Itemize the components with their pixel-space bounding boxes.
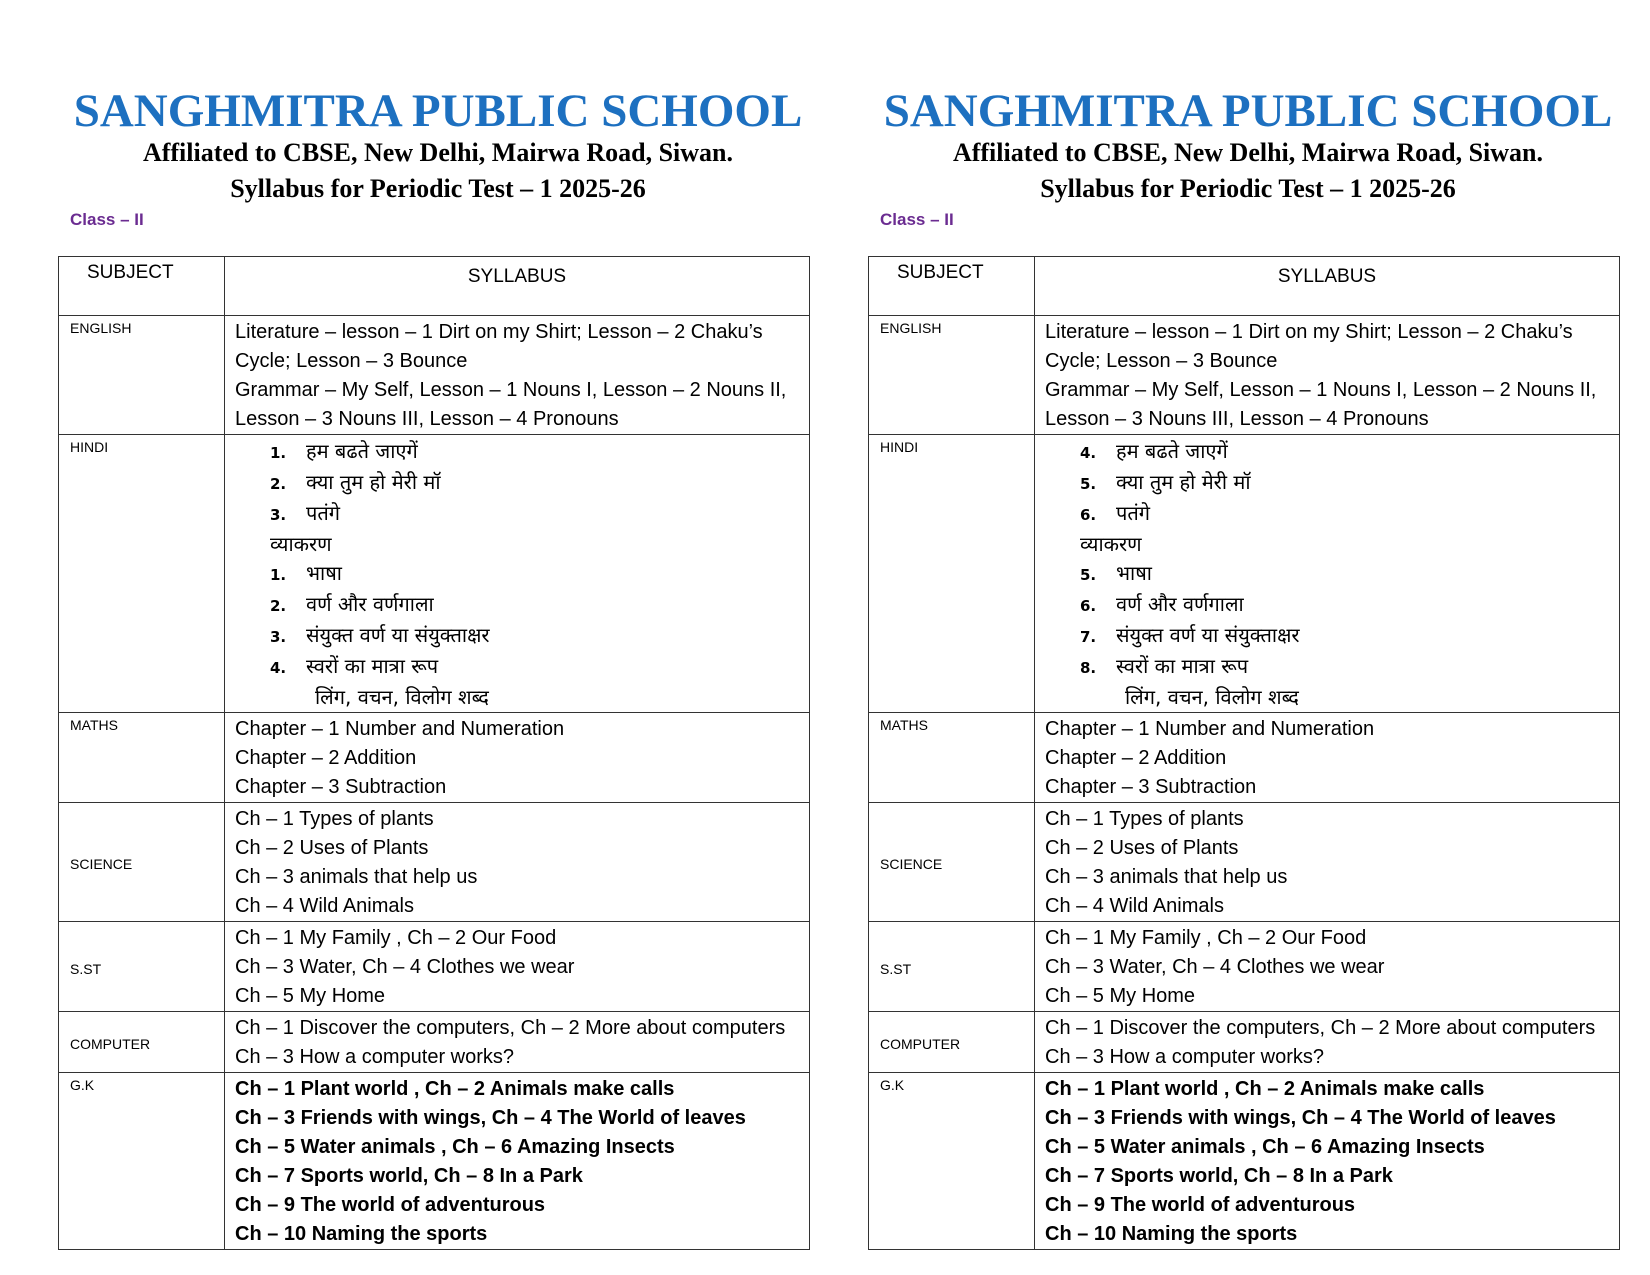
table-row bbox=[869, 803, 1620, 922]
computer-line: Ch – 3 How a computer works? bbox=[1045, 1046, 1325, 1068]
syllabus-title: Syllabus for Periodic Test – 1 2025-26 bbox=[230, 174, 646, 203]
gk-line: Ch – 1 Plant world , Ch – 2 Animals make calls bbox=[235, 1078, 675, 1100]
hindi-text: स्वरों का मात्रा रूप bbox=[306, 654, 439, 678]
syllabus-header: SYLLABUS bbox=[225, 257, 810, 316]
gk-line: Ch – 9 The world of adventurous bbox=[1045, 1194, 1356, 1216]
hindi-text: क्या तुम हो मेरी मॉ bbox=[1116, 470, 1251, 494]
hindi-text: हम बढते जाएगें bbox=[306, 439, 418, 463]
hindi-text: पतंगे bbox=[306, 501, 341, 525]
subject-gk: G.K bbox=[869, 1073, 1035, 1250]
hindi-text: संयुक्त वर्ण या संयुक्ताक्षर bbox=[306, 623, 490, 647]
hindi-text: हम बढते जाएगें bbox=[1116, 439, 1228, 463]
hindi-num: 4. bbox=[270, 659, 287, 677]
computer-line: Ch – 3 How a computer works? bbox=[235, 1046, 515, 1068]
hindi-lesson bbox=[235, 437, 809, 468]
syllabus-maths bbox=[1035, 713, 1620, 803]
science-line: Ch – 4 Wild Animals bbox=[235, 895, 414, 917]
syllabus-sst bbox=[225, 922, 810, 1012]
syllabus-english bbox=[1035, 316, 1620, 435]
hindi-num: 1. bbox=[270, 444, 287, 462]
syllabus-science bbox=[225, 803, 810, 922]
hindi-grammar bbox=[1045, 621, 1619, 652]
hindi-lesson bbox=[235, 468, 809, 499]
syllabus-sst bbox=[1035, 922, 1620, 1012]
hindi-lesson bbox=[1045, 468, 1619, 499]
science-line: Ch – 1 Types of plants bbox=[235, 808, 434, 830]
hindi-grammar bbox=[1045, 652, 1619, 683]
syllabus-title: Syllabus for Periodic Test – 1 2025-26 bbox=[1040, 174, 1456, 203]
gk-line: Ch – 7 Sports world, Ch – 8 In a Park bbox=[1045, 1165, 1393, 1187]
hindi-num: 6. bbox=[1080, 506, 1097, 524]
hindi-text: पतंगे bbox=[1116, 501, 1151, 525]
subject-computer: COMPUTER bbox=[869, 1012, 1035, 1073]
table-row bbox=[59, 1073, 810, 1250]
science-line: Ch – 4 Wild Animals bbox=[1045, 895, 1224, 917]
subject-english: ENGLISH bbox=[869, 316, 1035, 435]
affiliation: Affiliated to CBSE, New Delhi, Mairwa Road, Siwan. bbox=[142, 138, 734, 167]
subject-science: SCIENCE bbox=[869, 803, 1035, 922]
school-name: SANGHMITRA PUBLIC SCHOOL bbox=[73, 85, 803, 137]
hindi-num: 8. bbox=[1080, 659, 1097, 677]
hindi-extra: लिंग, वचन, विलोग शब्द bbox=[1125, 685, 1299, 709]
syllabus-science bbox=[1035, 803, 1620, 922]
hindi-num: 4. bbox=[1080, 444, 1097, 462]
sst-line: Ch – 1 My Family , Ch – 2 Our Food bbox=[1045, 927, 1367, 949]
hindi-num: 6. bbox=[1080, 597, 1097, 615]
hindi-num: 3. bbox=[270, 506, 287, 524]
syllabus-hindi bbox=[225, 435, 810, 713]
table-row bbox=[59, 316, 810, 435]
english-line: Lesson – 3 Nouns III, Lesson – 4 Pronouns bbox=[235, 408, 619, 430]
table-row bbox=[59, 1012, 810, 1073]
hindi-grammar bbox=[1045, 559, 1619, 590]
syllabus-maths bbox=[225, 713, 810, 803]
class-label: Class – II bbox=[70, 210, 144, 229]
hindi-text: संयुक्त वर्ण या संयुक्ताक्षर bbox=[1116, 623, 1300, 647]
gk-line: Ch – 3 Friends with wings, Ch – 4 The World of leaves bbox=[235, 1107, 746, 1129]
hindi-num: 2. bbox=[270, 597, 287, 615]
science-line: Ch – 1 Types of plants bbox=[1045, 808, 1244, 830]
school-name: SANGHMITRA PUBLIC SCHOOL bbox=[883, 85, 1613, 137]
syllabus-english bbox=[225, 316, 810, 435]
syllabus-hindi bbox=[1035, 435, 1620, 713]
science-line: Ch – 3 animals that help us bbox=[1045, 866, 1288, 888]
maths-line: Chapter – 1 Number and Numeration bbox=[1045, 718, 1375, 740]
class-label: Class – II bbox=[880, 210, 954, 229]
english-line: Grammar – My Self, Lesson – 1 Nouns I, Lesson – 2 Nouns II, bbox=[235, 379, 787, 401]
english-line: Grammar – My Self, Lesson – 1 Nouns I, Lesson – 2 Nouns II, bbox=[1045, 379, 1597, 401]
hindi-grammar bbox=[1045, 590, 1619, 621]
gk-line: Ch – 9 The world of adventurous bbox=[235, 1194, 546, 1216]
table-row bbox=[59, 803, 810, 922]
hindi-lesson bbox=[235, 499, 809, 530]
hindi-text: भाषा bbox=[306, 561, 342, 585]
english-line: Literature – lesson – 1 Dirt on my Shirt; Lesson – 2 Chaku’s bbox=[1045, 321, 1573, 343]
table-row bbox=[59, 435, 810, 713]
table-row bbox=[869, 713, 1620, 803]
syllabus-computer bbox=[225, 1012, 810, 1073]
english-line: Lesson – 3 Nouns III, Lesson – 4 Pronouns bbox=[1045, 408, 1429, 430]
gk-line: Ch – 10 Naming the sports bbox=[1045, 1223, 1298, 1245]
subject-maths: MATHS bbox=[59, 713, 225, 803]
hindi-grammar bbox=[235, 621, 809, 652]
hindi-text: क्या तुम हो मेरी मॉ bbox=[306, 470, 441, 494]
hindi-lesson bbox=[1045, 437, 1619, 468]
gk-line: Ch – 1 Plant world , Ch – 2 Animals make calls bbox=[1045, 1078, 1485, 1100]
table-header-row bbox=[59, 257, 810, 316]
affiliation: Affiliated to CBSE, New Delhi, Mairwa Road, Siwan. bbox=[952, 138, 1544, 167]
subject-sst: S.ST bbox=[869, 922, 1035, 1012]
table-row bbox=[59, 922, 810, 1012]
sst-line: Ch – 5 My Home bbox=[1045, 985, 1196, 1007]
syllabus-gk bbox=[1035, 1073, 1620, 1250]
syllabus-computer bbox=[1035, 1012, 1620, 1073]
subject-hindi: HINDI bbox=[59, 435, 225, 713]
hindi-grammar bbox=[235, 590, 809, 621]
hindi-grammar bbox=[235, 559, 809, 590]
hindi-num: 5. bbox=[1080, 566, 1097, 584]
hindi-num: 5. bbox=[1080, 475, 1097, 493]
gk-line: Ch – 5 Water animals , Ch – 6 Amazing Insects bbox=[235, 1136, 675, 1158]
table-row bbox=[869, 922, 1620, 1012]
hindi-num: 1. bbox=[270, 566, 287, 584]
table-row bbox=[59, 713, 810, 803]
sst-line: Ch – 5 My Home bbox=[235, 985, 386, 1007]
subject-computer: COMPUTER bbox=[59, 1012, 225, 1073]
maths-line: Chapter – 3 Subtraction bbox=[1045, 776, 1257, 798]
computer-line: Ch – 1 Discover the computers, Ch – 2 More about computers bbox=[1045, 1017, 1596, 1039]
subject-header: SUBJECT bbox=[869, 257, 1035, 316]
subject-gk: G.K bbox=[59, 1073, 225, 1250]
hindi-num: 3. bbox=[270, 628, 287, 646]
gk-line: Ch – 5 Water animals , Ch – 6 Amazing Insects bbox=[1045, 1136, 1485, 1158]
computer-line: Ch – 1 Discover the computers, Ch – 2 More about computers bbox=[235, 1017, 786, 1039]
table-row bbox=[869, 316, 1620, 435]
hindi-text: वर्ण और वर्णगाला bbox=[306, 592, 434, 616]
hindi-grammar-heading: व्याकरण bbox=[270, 532, 332, 556]
maths-line: Chapter – 3 Subtraction bbox=[235, 776, 447, 798]
hindi-text: वर्ण और वर्णगाला bbox=[1116, 592, 1244, 616]
syllabus-table bbox=[868, 256, 1620, 1250]
science-line: Ch – 2 Uses of Plants bbox=[1045, 837, 1239, 859]
hindi-num: 7. bbox=[1080, 628, 1097, 646]
maths-line: Chapter – 1 Number and Numeration bbox=[235, 718, 565, 740]
english-line: Cycle; Lesson – 3 Bounce bbox=[1045, 350, 1278, 372]
table-row bbox=[869, 1073, 1620, 1250]
maths-line: Chapter – 2 Addition bbox=[1045, 747, 1227, 769]
hindi-num: 2. bbox=[270, 475, 287, 493]
subject-sst: S.ST bbox=[59, 922, 225, 1012]
hindi-text: भाषा bbox=[1116, 561, 1152, 585]
subject-maths: MATHS bbox=[869, 713, 1035, 803]
hindi-grammar bbox=[235, 652, 809, 683]
syllabus-gk bbox=[225, 1073, 810, 1250]
table-row bbox=[869, 1012, 1620, 1073]
sst-line: Ch – 3 Water, Ch – 4 Clothes we wear bbox=[1045, 956, 1385, 978]
hindi-text: स्वरों का मात्रा रूप bbox=[1116, 654, 1249, 678]
english-line: Cycle; Lesson – 3 Bounce bbox=[235, 350, 468, 372]
science-line: Ch – 3 animals that help us bbox=[235, 866, 478, 888]
hindi-extra: लिंग, वचन, विलोग शब्द bbox=[315, 685, 489, 709]
sst-line: Ch – 3 Water, Ch – 4 Clothes we wear bbox=[235, 956, 575, 978]
gk-line: Ch – 7 Sports world, Ch – 8 In a Park bbox=[235, 1165, 583, 1187]
sst-line: Ch – 1 My Family , Ch – 2 Our Food bbox=[235, 927, 557, 949]
maths-line: Chapter – 2 Addition bbox=[235, 747, 417, 769]
syllabus-table bbox=[58, 256, 810, 1250]
gk-line: Ch – 10 Naming the sports bbox=[235, 1223, 488, 1245]
hindi-lesson bbox=[1045, 499, 1619, 530]
gk-line: Ch – 3 Friends with wings, Ch – 4 The World of leaves bbox=[1045, 1107, 1556, 1129]
subject-science: SCIENCE bbox=[59, 803, 225, 922]
subject-english: ENGLISH bbox=[59, 316, 225, 435]
table-header-row bbox=[869, 257, 1620, 316]
subject-hindi: HINDI bbox=[869, 435, 1035, 713]
science-line: Ch – 2 Uses of Plants bbox=[235, 837, 429, 859]
syllabus-header: SYLLABUS bbox=[1035, 257, 1620, 316]
hindi-grammar-heading: व्याकरण bbox=[1080, 532, 1142, 556]
english-line: Literature – lesson – 1 Dirt on my Shirt; Lesson – 2 Chaku’s bbox=[235, 321, 763, 343]
table-row bbox=[869, 435, 1620, 713]
subject-header: SUBJECT bbox=[59, 257, 225, 316]
